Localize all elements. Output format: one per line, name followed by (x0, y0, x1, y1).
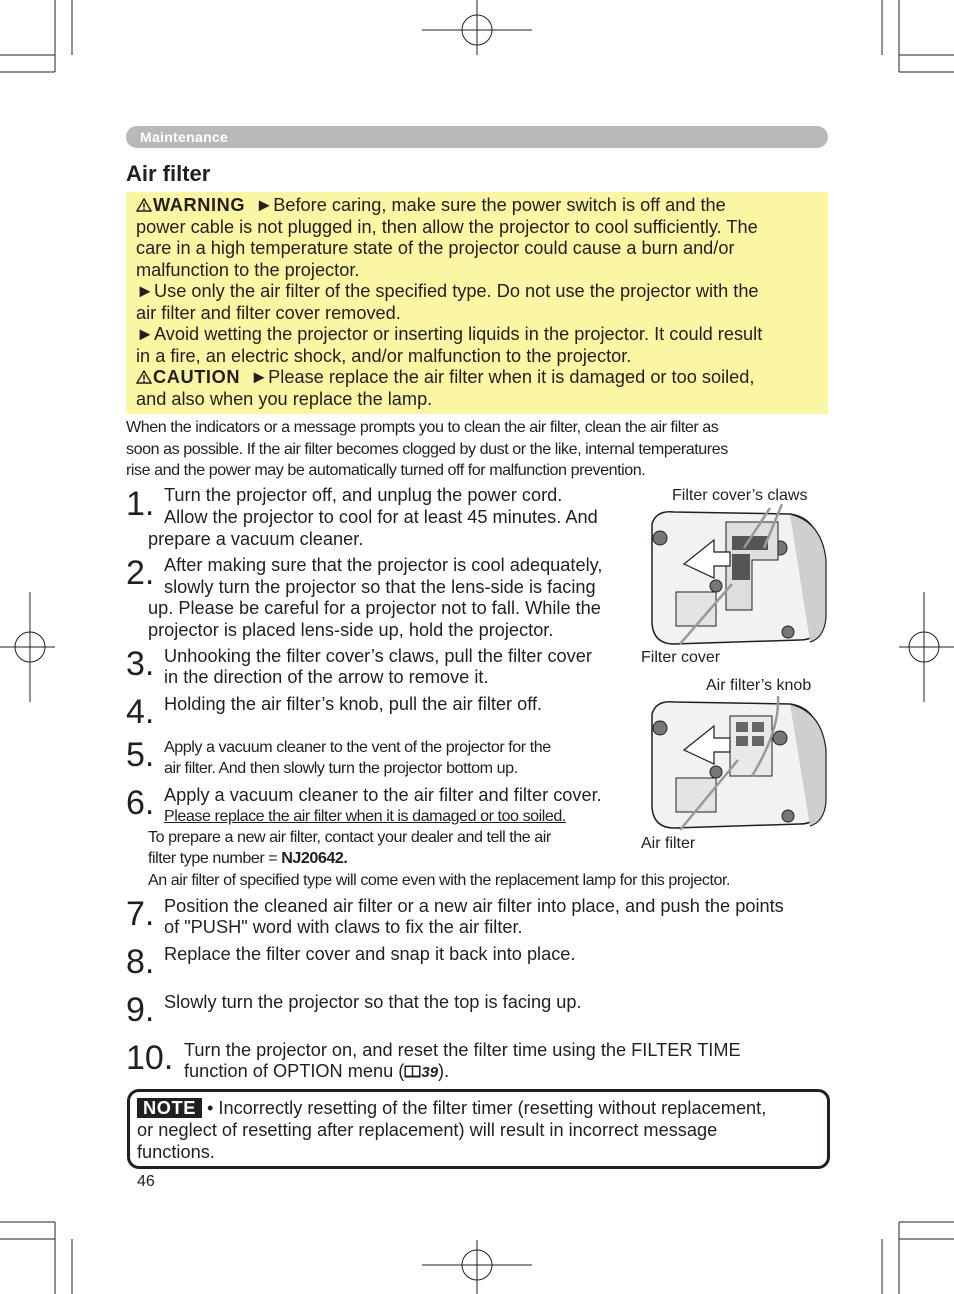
step-number: 5. (126, 736, 155, 774)
step-line: Position the cleaned air filter or a new air filter into place, and push the points (164, 896, 784, 916)
figure-label: Filter cover’s claws (672, 487, 808, 504)
step-number: 3. (126, 645, 155, 683)
note-box (127, 1089, 830, 1169)
section-header-bar (126, 126, 828, 148)
step-line: Holding the air filter’s knob, pull the air filter off. (164, 694, 543, 714)
warning-line: ►Use only the air filter of the specified type. Do not use the projector with the (136, 281, 759, 301)
step-number: 8. (126, 943, 155, 981)
book-reference-icon (404, 1065, 421, 1078)
step-line: An air filter of specified type will come even with the replacement lamp for this projector. (148, 871, 731, 889)
warning-line: in a fire, an electric shock, and/or malfunction to the projector. (136, 345, 632, 366)
warning-line: care in a high temperature state of the projector could cause a burn and/or (136, 238, 735, 258)
step-line: in the direction of the arrow to remove it. (164, 667, 489, 687)
step-line: After making sure that the projector is cool adequately, (164, 555, 603, 575)
step-line: up. Please be careful for a projector not to fall. While the (148, 598, 601, 618)
projector-filter-cover-illustration (640, 500, 830, 650)
step-line: Turn the projector off, and unplug the power cord. (164, 485, 563, 505)
step-line: of "PUSH" word with claws to fix the air filter. (164, 917, 523, 937)
step-number: 4. (126, 693, 155, 731)
step-line: Slowly turn the projector so that the top is facing up. (164, 992, 582, 1012)
warning-box (126, 192, 828, 414)
step-line: prepare a vacuum cleaner. (148, 529, 364, 549)
section-label: Maintenance (140, 129, 229, 145)
step-number: 10. (126, 1039, 174, 1077)
page-title: Air filter (126, 161, 211, 186)
warning-line: ►Avoid wetting the projector or inserting liquids in the projector. It could result (136, 324, 763, 344)
note-badge: NOTE (137, 1098, 202, 1118)
step-line: projector is placed lens-side up, hold the projector. (148, 620, 554, 640)
intro-line: soon as possible. If the air filter becomes clogged by dust or the like, internal temperatures (126, 439, 728, 458)
step-line: To prepare a new air filter, contact your dealer and tell the air (148, 828, 551, 846)
projector-air-filter-illustration (640, 690, 830, 835)
intro-paragraph (126, 417, 828, 482)
step-line: air filter. And then slowly turn the projector bottom up. (164, 759, 518, 777)
caution-line: and also when you replace the lamp. (136, 388, 433, 409)
warning-line: power cable is not plugged in, then allow the projector to cool sufficiently. The (136, 216, 758, 237)
step-line: filter type number = (148, 849, 282, 867)
figure-label: Filter cover (641, 649, 721, 666)
note-line: • Incorrectly resetting of the filter timer (resetting without replacement, (206, 1098, 767, 1118)
step-number: 6. (126, 784, 155, 822)
step-line: Unhooking the filter cover’s claws, pull the filter cover (164, 646, 592, 666)
caution-badge: CAUTION (153, 367, 241, 387)
warning-badge: WARNING (153, 195, 246, 215)
intro-line: rise and the power may be automatically turned off for malfunction prevention. (126, 461, 646, 479)
note-line: or neglect of resetting after replacement) will result in incorrect message (137, 1120, 718, 1140)
figure-label: Air filter’s knob (706, 677, 812, 694)
step-line: Apply a vacuum cleaner to the air filter and filter cover. (164, 785, 602, 805)
warning-line: air filter and filter cover removed. (136, 302, 401, 323)
figure-label: Air filter (641, 835, 696, 852)
step-number: 1. (126, 485, 155, 523)
note-line: functions. (137, 1142, 215, 1162)
page-reference: 39 (421, 1064, 439, 1081)
step-line: function of OPTION menu ( (184, 1061, 405, 1081)
step-number: 9. (126, 991, 155, 1029)
intro-line: When the indicators or a message prompts you to clean the air filter, clean the air filter as (126, 418, 719, 436)
warning-line: malfunction to the projector. (136, 259, 360, 280)
part-number: NJ20642. (281, 849, 348, 867)
step-line: Replace the filter cover and snap it back into place. (164, 944, 576, 964)
step-line: Turn the projector on, and reset the filter time using the FILTER TIME (184, 1040, 741, 1060)
warning-triangle-icon (136, 198, 152, 212)
caution-triangle-icon (136, 370, 152, 384)
replace-warning-text: Please replace the air filter when it is damaged or too soiled. (164, 807, 566, 825)
step-number: 7. (126, 895, 155, 933)
caution-line: ►Please replace the air filter when it is damaged or too soiled, (250, 367, 755, 387)
step-line: slowly turn the projector so that the lens-side is facing (164, 577, 596, 597)
step-line: Allow the projector to cool for at least 45 minutes. And (164, 507, 598, 527)
step-line: Apply a vacuum cleaner to the vent of the projector for the (164, 738, 551, 756)
step-line: ). (438, 1061, 450, 1081)
warning-line: ►Before caring, make sure the power switch is off and the (255, 195, 726, 215)
page-number: 46 (137, 1173, 155, 1190)
step-number: 2. (126, 554, 155, 592)
